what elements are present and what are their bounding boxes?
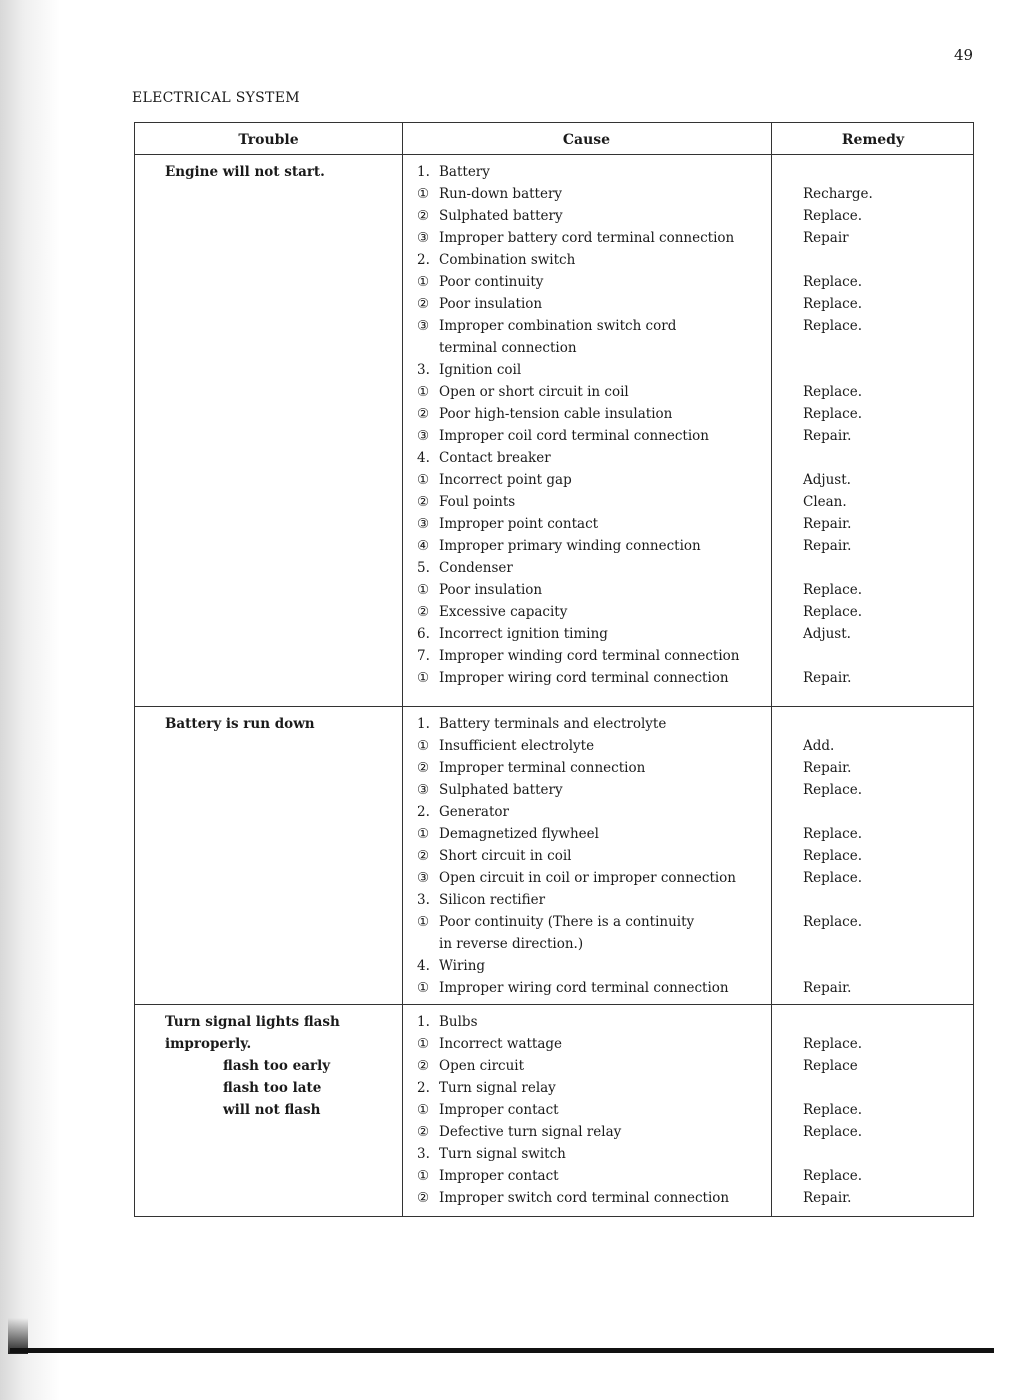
cause-text: Poor continuity [439, 274, 544, 290]
cause-number: ③ [417, 782, 430, 798]
remedy-item: Replace. [803, 848, 863, 864]
cause-number: ① [417, 472, 430, 488]
remedy-item: Replace. [803, 582, 863, 598]
cause-number: 4. [417, 958, 430, 974]
cause-text: Poor continuity (There is a continuity [439, 914, 695, 930]
cause-item [417, 1011, 478, 1033]
cause-number: 7. [417, 648, 430, 664]
cause-number: 1. [417, 1014, 430, 1030]
cause-item [417, 1077, 556, 1099]
cause-item [417, 337, 577, 359]
cause-text: Sulphated battery [439, 782, 563, 798]
cause-number: ② [417, 406, 430, 422]
cause-text: Wiring [439, 958, 486, 974]
cause-item [417, 713, 666, 735]
section-divider [135, 706, 973, 707]
cause-number: 3. [417, 892, 430, 908]
cause-text: in reverse direction.) [439, 936, 584, 952]
page-binding-shadow [0, 0, 60, 1400]
header-trouble: Trouble [238, 131, 299, 148]
cause-number: ① [417, 1168, 430, 1184]
cause-text: Improper contact [439, 1168, 559, 1184]
cause-item [417, 381, 629, 403]
cause-text: Poor insulation [439, 582, 543, 598]
cause-number: ③ [417, 870, 430, 886]
cause-text: Silicon rectifier [439, 892, 546, 908]
cause-item [417, 955, 485, 977]
trouble-subtext: flash too early [223, 1058, 331, 1074]
cause-text: Improper switch cord terminal connection [439, 1190, 730, 1206]
cause-number: ① [417, 738, 430, 754]
cause-number: 4. [417, 450, 430, 466]
cause-number: ① [417, 582, 430, 598]
remedy-item: Repair. [803, 538, 852, 554]
cause-item [417, 447, 551, 469]
cause-text: Insufficient electrolyte [439, 738, 595, 754]
cause-text: Generator [439, 804, 509, 820]
trouble-cell [165, 161, 325, 183]
cause-text: Open or short circuit in coil [439, 384, 629, 400]
cause-text: Excessive capacity [439, 604, 568, 620]
header-cause: Cause [562, 131, 611, 148]
remedy-item: Replace. [803, 914, 863, 930]
remedy-item: Replace. [803, 1124, 863, 1140]
page-bottom-border [10, 1348, 994, 1353]
cause-number: ③ [417, 318, 430, 334]
cause-text: Battery [439, 164, 490, 180]
cause-text: Battery terminals and electrolyte [439, 716, 667, 732]
cause-number: ① [417, 186, 430, 202]
trouble-text: Turn signal lights flash [165, 1014, 340, 1030]
remedy-item: Adjust. [803, 472, 851, 488]
troubleshooting-table [134, 122, 974, 1217]
trouble-subtext: will not flash [223, 1102, 321, 1118]
cause-number: ① [417, 980, 430, 996]
cause-text: Improper point contact [439, 516, 599, 532]
cause-text: Open circuit in coil or improper connection [439, 870, 737, 886]
cause-number: ① [417, 274, 430, 290]
cause-text: Ignition coil [439, 362, 522, 378]
remedy-item: Replace. [803, 1168, 863, 1184]
cause-text: Incorrect point gap [439, 472, 572, 488]
page-number: 49 [954, 46, 974, 64]
cause-item [417, 845, 572, 867]
section-title: ELECTRICAL SYSTEM [132, 90, 300, 106]
remedy-item: Replace. [803, 274, 863, 290]
cause-number: ② [417, 848, 430, 864]
remedy-item: Repair. [803, 428, 852, 444]
cause-item [417, 1121, 621, 1143]
cause-text: Poor insulation [439, 296, 543, 312]
remedy-item: Replace. [803, 1036, 863, 1052]
cause-item [417, 491, 515, 513]
cause-item [417, 779, 563, 801]
cause-item [417, 359, 521, 381]
remedy-item: Repair. [803, 1190, 852, 1206]
cause-item [417, 161, 490, 183]
remedy-item: Adjust. [803, 626, 851, 642]
cause-text: Improper battery cord terminal connection [439, 230, 735, 246]
cause-number: ② [417, 760, 430, 776]
cause-item [417, 889, 545, 911]
cause-item [417, 557, 513, 579]
trouble-text: Engine will not start. [165, 164, 325, 180]
cause-number: 2. [417, 252, 430, 268]
cause-number: ② [417, 296, 430, 312]
cause-item [417, 1143, 566, 1165]
cause-number: ② [417, 1190, 430, 1206]
cause-number: 6. [417, 626, 430, 642]
cause-text: Poor high-tension cable insulation [439, 406, 673, 422]
remedy-item: Add. [803, 738, 835, 754]
column-divider [771, 123, 772, 1216]
trouble-subtext: flash too late [223, 1080, 322, 1096]
remedy-item: Replace. [803, 826, 863, 842]
section-divider [135, 1004, 973, 1005]
cause-item [417, 249, 575, 271]
remedy-item: Replace. [803, 782, 863, 798]
cause-item [417, 513, 598, 535]
cause-item [417, 183, 562, 205]
remedy-item: Replace. [803, 604, 863, 620]
trouble-cell [165, 1011, 340, 1121]
trouble-text: improperly. [165, 1036, 252, 1052]
cause-number: 3. [417, 1146, 430, 1162]
cause-text: Short circuit in coil [439, 848, 572, 864]
cause-number: ② [417, 208, 430, 224]
cause-text: Run-down battery [439, 186, 563, 202]
cause-item [417, 757, 645, 779]
cause-item [417, 645, 740, 667]
cause-number: ③ [417, 516, 430, 532]
trouble-cell [165, 713, 315, 735]
cause-number: ① [417, 914, 430, 930]
remedy-item: Repair. [803, 516, 852, 532]
cause-item [417, 867, 736, 889]
cause-text: Turn signal switch [439, 1146, 566, 1162]
cause-number: ④ [417, 538, 430, 554]
cause-text: Incorrect wattage [439, 1036, 563, 1052]
cause-text: Incorrect ignition timing [439, 626, 608, 642]
cause-number: ① [417, 1102, 430, 1118]
remedy-item: Repair. [803, 980, 852, 996]
cause-item [417, 823, 599, 845]
cause-text: Open circuit [439, 1058, 525, 1074]
cause-number: ② [417, 1058, 430, 1074]
cause-text: Improper wiring cord terminal connection [439, 980, 729, 996]
remedy-item: Recharge. [803, 186, 873, 202]
remedy-item: Replace. [803, 1102, 863, 1118]
cause-number: ③ [417, 428, 430, 444]
cause-number: ① [417, 670, 430, 686]
cause-number: 2. [417, 1080, 430, 1096]
cause-text: Improper terminal connection [439, 760, 646, 776]
cause-item [417, 205, 563, 227]
cause-item [417, 227, 734, 249]
cause-number: 2. [417, 804, 430, 820]
remedy-item: Clean. [803, 494, 847, 510]
cause-item [417, 1187, 729, 1209]
remedy-item: Replace. [803, 208, 863, 224]
cause-item [417, 801, 509, 823]
cause-number: ② [417, 494, 430, 510]
cause-item [417, 623, 608, 645]
cause-text: Condenser [439, 560, 513, 576]
header-remedy: Remedy [841, 131, 905, 148]
cause-text: Improper coil cord terminal connection [439, 428, 709, 444]
cause-item [417, 1165, 559, 1187]
cause-text: Sulphated battery [439, 208, 563, 224]
cause-text: Defective turn signal relay [439, 1124, 622, 1140]
cause-text: Improper primary winding connection [439, 538, 701, 554]
cause-number: ① [417, 1036, 430, 1052]
cause-text: Improper contact [439, 1102, 559, 1118]
cause-item [417, 911, 694, 933]
cause-item [417, 403, 672, 425]
cause-item [417, 535, 701, 557]
remedy-item: Replace. [803, 318, 863, 334]
cause-text: Turn signal relay [439, 1080, 556, 1096]
cause-item [417, 293, 542, 315]
cause-text: Demagnetized flywheel [439, 826, 599, 842]
cause-item [417, 933, 583, 955]
remedy-item: Replace. [803, 384, 863, 400]
remedy-item: Replace. [803, 870, 863, 886]
cause-number: 5. [417, 560, 430, 576]
remedy-item: Repair. [803, 760, 852, 776]
remedy-item: Repair. [803, 670, 852, 686]
cause-item [417, 425, 709, 447]
remedy-item: Replace [803, 1058, 858, 1074]
cause-item [417, 1099, 559, 1121]
cause-item [417, 1055, 524, 1077]
cause-item [417, 667, 729, 689]
cause-text: Improper combination switch cord [439, 318, 677, 334]
cause-item [417, 735, 594, 757]
cause-text: Improper wiring cord terminal connection [439, 670, 729, 686]
cause-item [417, 271, 543, 293]
cause-number: ① [417, 826, 430, 842]
cause-text: Combination switch [439, 252, 576, 268]
remedy-item: Replace. [803, 296, 863, 312]
cause-text: Improper winding cord terminal connection [439, 648, 740, 664]
cause-number: ③ [417, 230, 430, 246]
cause-text: terminal connection [439, 340, 577, 356]
cause-item [417, 601, 567, 623]
cause-item [417, 579, 542, 601]
cause-text: Contact breaker [439, 450, 551, 466]
cause-number: 1. [417, 164, 430, 180]
column-divider [402, 123, 403, 1216]
cause-text: Bulbs [439, 1014, 478, 1030]
cause-item [417, 469, 572, 491]
remedy-item: Replace. [803, 406, 863, 422]
cause-item [417, 977, 729, 999]
cause-number: 1. [417, 716, 430, 732]
cause-number: ② [417, 1124, 430, 1140]
cause-text: Foul points [439, 494, 516, 510]
cause-number: ② [417, 604, 430, 620]
cause-item [417, 1033, 562, 1055]
cause-number: 3. [417, 362, 430, 378]
cause-number: ① [417, 384, 430, 400]
trouble-text: Battery is run down [165, 716, 315, 732]
cause-item [417, 315, 676, 337]
remedy-item: Repair [803, 230, 849, 246]
